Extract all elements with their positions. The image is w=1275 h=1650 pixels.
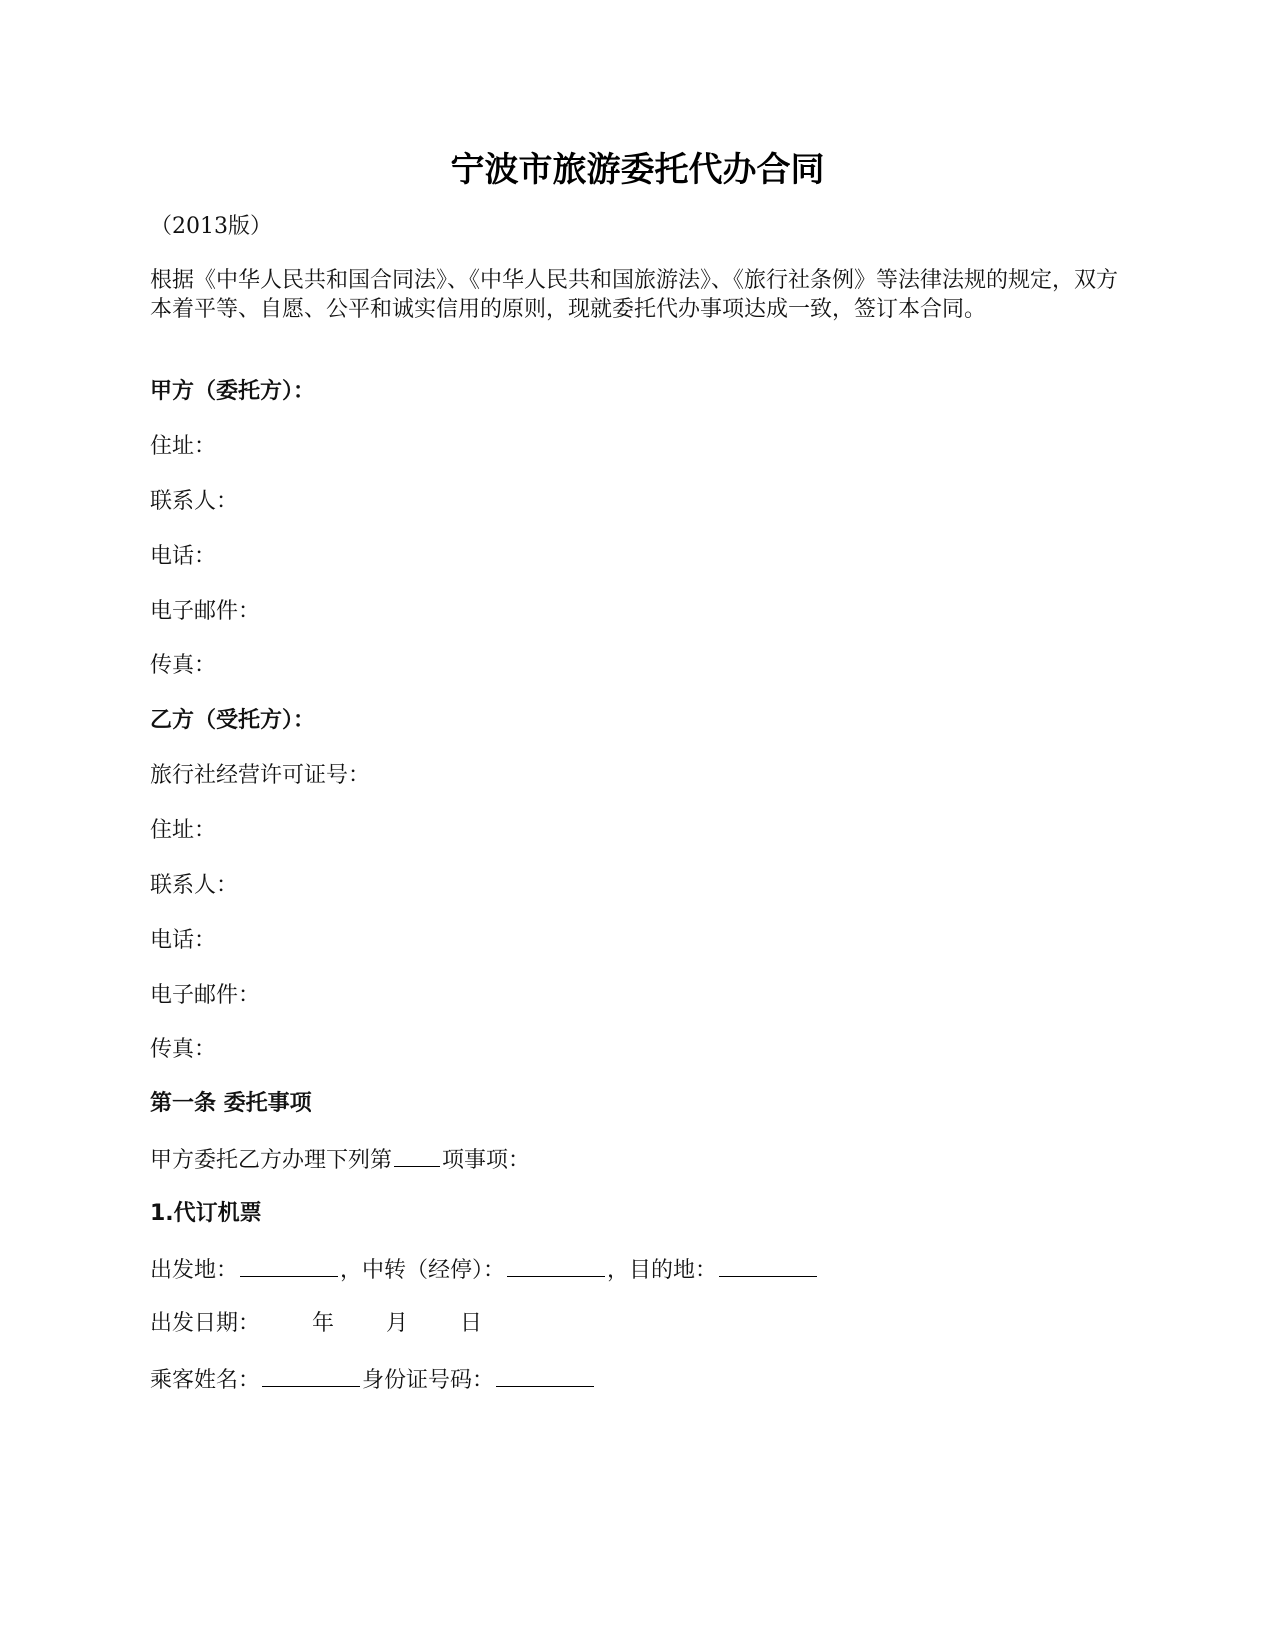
document-title: 宁波市旅游委托代办合同 (450, 150, 825, 190)
item-number-blank[interactable] (394, 1144, 440, 1167)
passenger-line (150, 1364, 596, 1395)
party-a-phone: 电话： (150, 544, 217, 569)
party-b-fax: 传真： (150, 1037, 217, 1062)
passenger-blank[interactable] (262, 1364, 360, 1387)
party-b-phone: 电话： (150, 928, 217, 953)
day-label: 日 (460, 1311, 483, 1336)
route-line (150, 1254, 819, 1285)
id-label: 身份证号码： (362, 1368, 495, 1393)
party-b-heading: 乙方（受托方）： (150, 708, 316, 733)
passenger-label: 乘客姓名： (150, 1368, 261, 1393)
party-a-contact: 联系人： (150, 489, 239, 514)
transit-blank[interactable] (507, 1254, 605, 1277)
preamble-paragraph: 根据《中华人民共和国合同法》、《中华人民共和国旅游法》、《旅行社条例》等法律法规的规定，双方本着平等、自愿、公平和诚实信用的原则，现就委托代办事项达成一致，签订本合同。 (150, 268, 1119, 322)
date-label: 出发日期： (150, 1311, 261, 1336)
party-a-address: 住址： (150, 434, 217, 459)
date-line (150, 1309, 482, 1338)
departure-blank[interactable] (240, 1254, 338, 1277)
destination-label: ，目的地： (607, 1258, 718, 1283)
article1-intro (150, 1144, 530, 1175)
id-blank[interactable] (496, 1364, 594, 1387)
destination-blank[interactable] (719, 1254, 817, 1277)
item1-heading: 1.代订机票 (150, 1201, 262, 1226)
party-b-contact: 联系人： (150, 873, 239, 898)
year-label: 年 (312, 1311, 335, 1336)
party-b-address: 住址： (150, 818, 217, 843)
departure-label: 出发地： (150, 1258, 239, 1283)
party-a-email: 电子邮件： (150, 599, 261, 624)
party-a-fax: 传真： (150, 653, 217, 678)
month-label: 月 (386, 1311, 409, 1336)
article1-intro-prefix: 甲方委托乙方办理下列第 (150, 1148, 393, 1173)
article1-heading: 第一条 委托事项 (150, 1091, 312, 1116)
party-b-license: 旅行社经营许可证号： (150, 763, 371, 788)
party-b-email: 电子邮件： (150, 983, 261, 1008)
party-a-heading: 甲方（委托方）： (150, 379, 316, 404)
edition-label: （2013版） (150, 214, 272, 239)
article1-intro-suffix: 项事项： (442, 1148, 531, 1173)
transit-label: ，中转（经停）： (340, 1258, 506, 1283)
